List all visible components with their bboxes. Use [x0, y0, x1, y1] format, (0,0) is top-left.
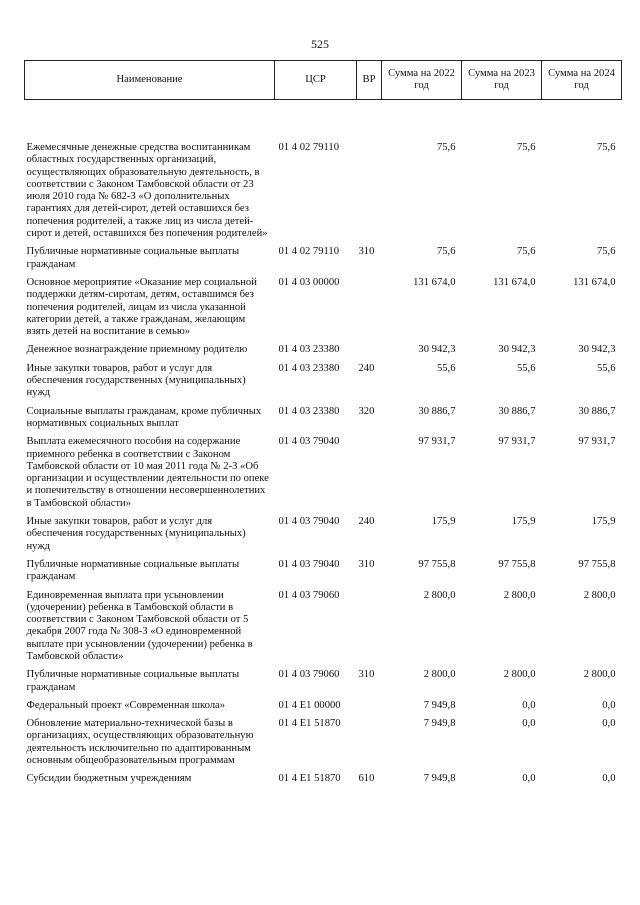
table-cell-name: Субсидии бюджетным учреждениям [26, 773, 192, 785]
table-cell-csr: 01 4 03 00000 [278, 276, 340, 288]
table-cell-csr: 01 4 E1 51870 [278, 773, 341, 785]
table-cell-sum-2024: 2 800,0 [583, 589, 616, 601]
table-cell-sum-2022: 2 800,0 [423, 669, 456, 681]
table-row [25, 700, 622, 718]
table-row [25, 516, 622, 559]
table-cell-sum-2024: 2 800,0 [583, 669, 616, 681]
table-cell-sum-2022: 30 942,3 [418, 344, 456, 356]
table-cell-sum-2022: 97 931,7 [418, 436, 456, 448]
header-name: Наименование [25, 61, 275, 100]
header-csr: ЦСР [275, 61, 357, 100]
table-cell-sum-2024: 30 886,7 [578, 405, 616, 417]
table-cell-sum-2023: 55,6 [516, 362, 536, 374]
table-cell-sum-2022: 7 949,8 [423, 699, 456, 711]
table-cell-csr: 01 4 03 23380 [278, 344, 340, 356]
table-cell-vr [357, 700, 382, 718]
table-cell-sum-2023: 2 800,0 [503, 589, 536, 601]
table-cell-sum-2023: 75,6 [516, 246, 536, 258]
table-cell-sum-2024: 75,6 [596, 246, 616, 258]
table-body [25, 100, 622, 792]
table-row [25, 590, 622, 670]
table-cell-vr: 240 [358, 362, 375, 374]
table-cell-vr [357, 344, 382, 362]
table-cell-sum-2023: 75,6 [516, 142, 536, 153]
table-cell-sum-2022: 7 949,8 [423, 718, 456, 730]
table-cell-vr: 610 [358, 773, 375, 785]
table-cell-sum-2023: 30 942,3 [498, 344, 536, 356]
table-cell-sum-2023: 30 886,7 [498, 405, 536, 417]
table-cell-sum-2022: 2 800,0 [423, 589, 456, 601]
table-cell-name: Публичные нормативные социальные выплаты гражданам [26, 669, 240, 693]
table-cell-sum-2022: 7 949,8 [423, 773, 456, 785]
table-row [25, 559, 622, 590]
table-cell-vr [357, 718, 382, 773]
header-sum-2023: Сумма на 2023 год [462, 61, 542, 100]
table-cell-vr: 310 [358, 558, 375, 570]
header-sum-2022: Сумма на 2022 год [382, 61, 462, 100]
table-cell-sum-2022: 175,9 [431, 516, 456, 528]
table-cell-sum-2024: 175,9 [591, 516, 616, 528]
table-cell-sum-2022: 131 674,0 [413, 276, 456, 288]
header-vr: ВР [357, 61, 382, 100]
table-cell-csr: 01 4 02 79110 [278, 246, 340, 258]
table-row [25, 669, 622, 700]
table-cell-csr: 01 4 03 79060 [278, 589, 340, 601]
table-row [25, 277, 622, 344]
table-cell-vr [357, 277, 382, 344]
table-row [25, 344, 622, 362]
table-cell-name: Публичные нормативные социальные выплаты гражданам [26, 558, 240, 583]
table-cell-sum-2023: 0,0 [522, 773, 536, 785]
table-cell-sum-2023: 97 931,7 [498, 436, 536, 448]
table-cell-name: Ежемесячные денежные средства воспитанникам областных государственных организаций, осуществляющих образовательную деятельность, в соответствии с Законом Тамбовской области от 23 июля 2010 года № 682-З «О дополнительных гарантиях для детей-сирот, детей оставшихся без попечения родителей, а также лиц из числа детей-сирот и детей, оставшихся без попечения родителей» [26, 142, 268, 240]
table-row [25, 436, 622, 516]
table-cell-sum-2022: 30 886,7 [418, 405, 456, 417]
table-cell-name: Обновление материально-технической базы в организациях, осуществляющих образовательную деятельность исключительно по адаптированным основным общеобразовательным программам [26, 718, 254, 767]
table-row [25, 406, 622, 437]
table-cell-sum-2024: 30 942,3 [578, 344, 616, 356]
table-cell-sum-2024: 55,6 [596, 362, 616, 374]
table-cell-csr: 01 4 03 79060 [278, 669, 340, 681]
table-cell-csr: 01 4 03 23380 [278, 362, 340, 374]
table-cell-sum-2023: 0,0 [522, 699, 536, 711]
table-cell-csr: 01 4 03 23380 [278, 405, 340, 417]
table-cell-sum-2024: 0,0 [602, 773, 616, 785]
table-cell-sum-2023: 97 755,8 [498, 558, 536, 570]
table-cell-name: Основное мероприятие «Оказание мер социальной поддержки детям-сиротам, детям, оставшимся без попечения родителей, лицам из числа указанной категории детей, а также гражданам, желающим взять детей на воспитание в семью» [26, 276, 257, 338]
table-cell-sum-2022: 55,6 [436, 362, 456, 374]
table-cell-csr: 01 4 03 79040 [278, 516, 340, 528]
budget-table [24, 60, 622, 792]
table-cell-name: Социальные выплаты гражданам, кроме публичных нормативных социальных выплат [26, 405, 262, 429]
table-cell-sum-2023: 0,0 [522, 718, 536, 730]
table-row [25, 718, 622, 773]
table-row [25, 773, 622, 791]
table-cell-vr: 310 [358, 669, 375, 681]
table-cell-name: Выплата ежемесячного пособия на содержание приемного ребенка в соответствии с Законом Тамбовской области от 10 мая 2011 года № 2-З «Об организации и осуществлении деятельности по опеке и попечительству в отношении несовершеннолетних в Тамбовской области» [26, 436, 269, 509]
table-cell-name: Единовременная выплата при усыновлении (удочерении) ребенка в Тамбовской области в соответствии с Законом Тамбовской области от 5 декабря 2007 года № 308-З «О единовременной выплате при усыновлении (удочерении) ребенка в Тамбовской области» [26, 589, 253, 662]
table-cell-name: Иные закупки товаров, работ и услуг для обеспечения государственных (муниципальных) нужд [26, 362, 246, 399]
table-cell-sum-2022: 75,6 [436, 142, 456, 153]
header-sum-2024: Сумма на 2024 год [542, 61, 622, 100]
table-cell-sum-2024: 131 674,0 [573, 276, 616, 288]
table-cell-name: Денежное вознаграждение приемному родителю [26, 344, 248, 356]
table-cell-vr [357, 436, 382, 516]
table-cell-name: Иные закупки товаров, работ и услуг для обеспечения государственных (муниципальных) нужд [26, 516, 246, 552]
table-cell-sum-2022: 75,6 [436, 246, 456, 258]
table-cell-vr: 320 [358, 405, 375, 417]
table-cell-sum-2022: 97 755,8 [418, 558, 456, 570]
table-row [25, 246, 622, 277]
table-cell-name: Федеральный проект «Современная школа» [26, 699, 226, 711]
table-cell-sum-2023: 131 674,0 [493, 276, 536, 288]
table-cell-sum-2024: 97 931,7 [578, 436, 616, 448]
table-cell-vr: 310 [358, 246, 375, 258]
table-cell-vr [357, 590, 382, 670]
table-cell-sum-2024: 0,0 [602, 718, 616, 730]
table-cell-vr: 240 [358, 516, 375, 528]
table-cell-csr: 01 4 E1 51870 [278, 718, 341, 730]
table-cell-sum-2023: 2 800,0 [503, 669, 536, 681]
page-number: 525 [311, 37, 329, 51]
table-cell-csr: 01 4 03 79040 [278, 436, 340, 448]
table-row [25, 363, 622, 406]
table-row [25, 100, 622, 247]
table-cell-vr [357, 100, 382, 247]
table-cell-sum-2023: 175,9 [511, 516, 536, 528]
table-header [25, 61, 622, 100]
table-cell-sum-2024: 97 755,8 [578, 558, 616, 570]
table-cell-name: Публичные нормативные социальные выплаты гражданам [26, 246, 240, 270]
table-cell-sum-2024: 0,0 [602, 699, 616, 711]
table-cell-csr: 01 4 02 79110 [278, 142, 340, 153]
table-cell-csr: 01 4 E1 00000 [278, 699, 341, 711]
table-cell-csr: 01 4 03 79040 [278, 558, 340, 570]
table-cell-sum-2024: 75,6 [596, 142, 616, 153]
